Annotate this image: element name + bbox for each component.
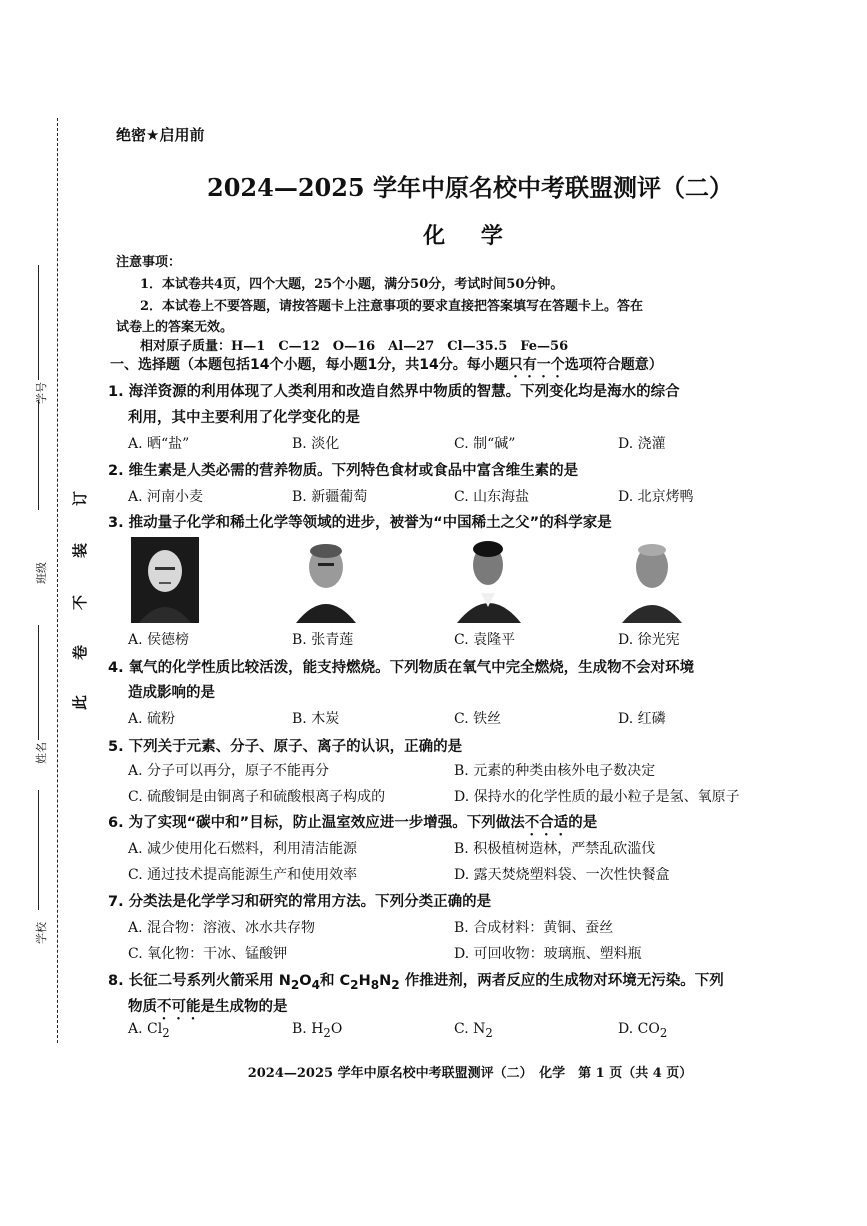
portrait-zhang-qinglian bbox=[292, 537, 360, 623]
note-item: 1．本试卷共4页，四个大题，25个小题，满分50分，考试时间50分钟。 bbox=[140, 277, 564, 292]
side-label-student-id: 学号 bbox=[35, 382, 48, 404]
question-6-stem bbox=[108, 811, 597, 839]
q8-sub: 8 bbox=[370, 977, 380, 992]
option-sub: 2 bbox=[485, 1025, 493, 1040]
q8-sub: 2 bbox=[290, 977, 300, 992]
exam-title: 2024—2025 学年中原名校中考联盟测评（二） bbox=[207, 173, 733, 202]
question-6-stem-emphasis: 不合适 bbox=[524, 815, 569, 831]
question-4-option-a: A. 硫粉 bbox=[128, 711, 176, 727]
atomic-mass-line: 相对原子质量：H—1 C—12 O—16 Al—27 Cl—35.5 Fe—56 bbox=[140, 339, 569, 354]
question-4-stem: 4. 氧气的化学性质比较活泼，能支持燃烧。下列物质在氧气中完全燃烧，生成物不会对环境 bbox=[108, 660, 695, 676]
page-footer: 2024—2025 学年中原名校中考联盟测评（二） 化学 第 1 页（共 4 页） bbox=[247, 1066, 693, 1081]
question-6-stem-post: 的是 bbox=[568, 815, 598, 831]
side-label-school: 学校 bbox=[35, 922, 48, 944]
question-5-option-b: B. 元素的种类由核外电子数决定 bbox=[454, 763, 656, 779]
question-1-option-a: A. 晒“盐” bbox=[128, 436, 190, 452]
question-4-stem-cont: 造成影响的是 bbox=[128, 685, 215, 701]
question-6-option-b: B. 积极植树造林，严禁乱砍滥伐 bbox=[454, 841, 656, 857]
question-6-option-d: D. 露天焚烧塑料袋、一次性快餐盒 bbox=[454, 867, 670, 883]
question-7-option-c: C. 氧化物：干冰、锰酸钾 bbox=[128, 946, 288, 962]
q8-text: 是生成物的是 bbox=[200, 999, 288, 1015]
question-7-option-a: A. 混合物：溶液、冰水共存物 bbox=[128, 920, 316, 936]
question-3-option-d: D. 徐光宪 bbox=[618, 632, 680, 648]
question-6-stem-pre: 6. 为了实现“碳中和”目标，防止温室效应进一步增强。下列做法 bbox=[108, 815, 525, 831]
question-2-option-c: C. 山东海盐 bbox=[454, 489, 530, 505]
question-2-stem: 2. 维生素是人类必需的营养物质。下列特色食材或食品中富含维生素的是 bbox=[108, 463, 579, 479]
question-6-option-c: C. 通过技术提高能源生产和使用效率 bbox=[128, 867, 358, 883]
option-sub: 2 bbox=[323, 1025, 331, 1040]
field-line-class bbox=[38, 400, 39, 510]
question-5-stem: 5. 下列关于元素、分子、原子、离子的认识，正确的是 bbox=[108, 739, 463, 755]
question-3-option-b: B. 张青莲 bbox=[292, 632, 354, 648]
question-8-stem-cont bbox=[128, 995, 288, 1023]
option-sub: 2 bbox=[162, 1025, 170, 1040]
q8-text: 和 C bbox=[319, 973, 351, 989]
question-8-option-a bbox=[128, 1021, 170, 1040]
q8-text: 物质 bbox=[128, 999, 157, 1015]
secret-label: 绝密★启用前 bbox=[116, 126, 205, 144]
field-line-id bbox=[38, 790, 39, 910]
binding-char: 卷 bbox=[71, 644, 90, 661]
field-line-name bbox=[38, 625, 39, 740]
question-3-option-c: C. 袁隆平 bbox=[454, 632, 516, 648]
note-item: 试卷上的答案无效。 bbox=[116, 320, 234, 335]
section-heading-post: 选项符合题意） bbox=[564, 357, 663, 373]
option-text: C. N bbox=[454, 1021, 486, 1037]
question-4-option-b: B. 木炭 bbox=[292, 711, 340, 727]
question-1-option-c: C. 制“碱” bbox=[454, 436, 516, 452]
question-3-option-a: A. 侯德榜 bbox=[128, 632, 190, 648]
question-3-stem: 3. 推动量子化学和稀土化学等领域的进步，被誉为“中国稀土之父”的科学家是 bbox=[108, 515, 612, 531]
note-item: 2．本试卷上不要答题，请按答题卡上注意事项的要求直接把答案填写在答题卡上。答在 bbox=[140, 299, 644, 314]
binding-char: 装 bbox=[71, 542, 90, 559]
option-text: A. Cl bbox=[128, 1021, 163, 1037]
question-5-option-a: A. 分子可以再分，原子不能再分 bbox=[128, 763, 330, 779]
side-label-class: 班级 bbox=[35, 562, 48, 584]
question-8-option-c bbox=[454, 1021, 493, 1040]
option-text: D. CO bbox=[618, 1021, 660, 1037]
binding-char: 不 bbox=[71, 594, 90, 611]
question-2-option-a: A. 河南小麦 bbox=[128, 489, 204, 505]
side-label-name: 姓名 bbox=[35, 742, 48, 764]
question-5-option-c: C. 硫酸铜是由铜离子和硫酸根离子构成的 bbox=[128, 789, 386, 805]
q8-text: O bbox=[299, 973, 312, 989]
q8-sub: 4 bbox=[311, 977, 320, 992]
q8-text: H bbox=[358, 973, 371, 989]
binding-dashed-line bbox=[57, 118, 58, 1043]
q8-text: N bbox=[379, 973, 392, 989]
question-4-option-d: D. 红磷 bbox=[618, 711, 666, 727]
question-5-option-d: D. 保持水的化学性质的最小粒子是氢、氧原子 bbox=[454, 789, 740, 805]
option-text: B. H bbox=[292, 1021, 324, 1037]
question-2-option-d: D. 北京烤鸭 bbox=[618, 489, 694, 505]
question-8-option-b bbox=[292, 1021, 342, 1040]
question-2-option-b: B. 新疆葡萄 bbox=[292, 489, 368, 505]
q8-sub: 2 bbox=[391, 977, 400, 992]
option-text: O bbox=[330, 1021, 343, 1037]
question-1-stem-cont: 利用，其中主要利用了化学变化的是 bbox=[128, 410, 360, 426]
portrait-yuan-longping bbox=[455, 537, 523, 623]
option-sub: 2 bbox=[659, 1025, 668, 1040]
section-heading-pre: 一、选择题（本题包括14个小题，每小题1分，共14分。每小题 bbox=[110, 357, 509, 373]
field-line-school bbox=[38, 265, 39, 380]
question-8-stem-emphasis: 不可能 bbox=[157, 999, 201, 1015]
question-7-option-b: B. 合成材料：黄铜、蚕丝 bbox=[454, 920, 614, 936]
question-1-option-d: D. 浇灌 bbox=[618, 436, 666, 452]
binding-char: 此 bbox=[71, 694, 90, 711]
portrait-xu-guangxian bbox=[618, 537, 686, 623]
question-7-option-d: D. 可回收物：玻璃瓶、塑料瓶 bbox=[454, 946, 642, 962]
q8-text: 作推进剂，两者反应的生成物对环境无污染。下列 bbox=[399, 973, 724, 989]
question-8-option-d bbox=[618, 1021, 667, 1040]
question-4-option-c: C. 铁丝 bbox=[454, 711, 502, 727]
portrait-hou-debang bbox=[131, 537, 199, 623]
question-7-stem: 7. 分类法是化学学习和研究的常用方法。下列分类正确的是 bbox=[108, 894, 492, 910]
section-heading-emphasis: 只有一个 bbox=[508, 357, 565, 373]
section-heading bbox=[110, 354, 663, 381]
q8-sub: 2 bbox=[350, 977, 359, 992]
question-8-stem bbox=[108, 969, 724, 992]
question-1-option-b: B. 淡化 bbox=[292, 436, 340, 452]
notes-heading: 注意事项： bbox=[116, 255, 182, 270]
q8-text: 8. 长征二号系列火箭采用 N bbox=[108, 973, 291, 989]
question-1-stem: 1. 海洋资源的利用体现了人类利用和改造自然界中物质的智慧。下列变化均是海水的综合 bbox=[108, 384, 680, 400]
subject-title: 化 学 bbox=[423, 223, 517, 249]
binding-char: 订 bbox=[71, 490, 90, 507]
question-6-option-a: A. 减少使用化石燃料，利用清洁能源 bbox=[128, 841, 358, 857]
